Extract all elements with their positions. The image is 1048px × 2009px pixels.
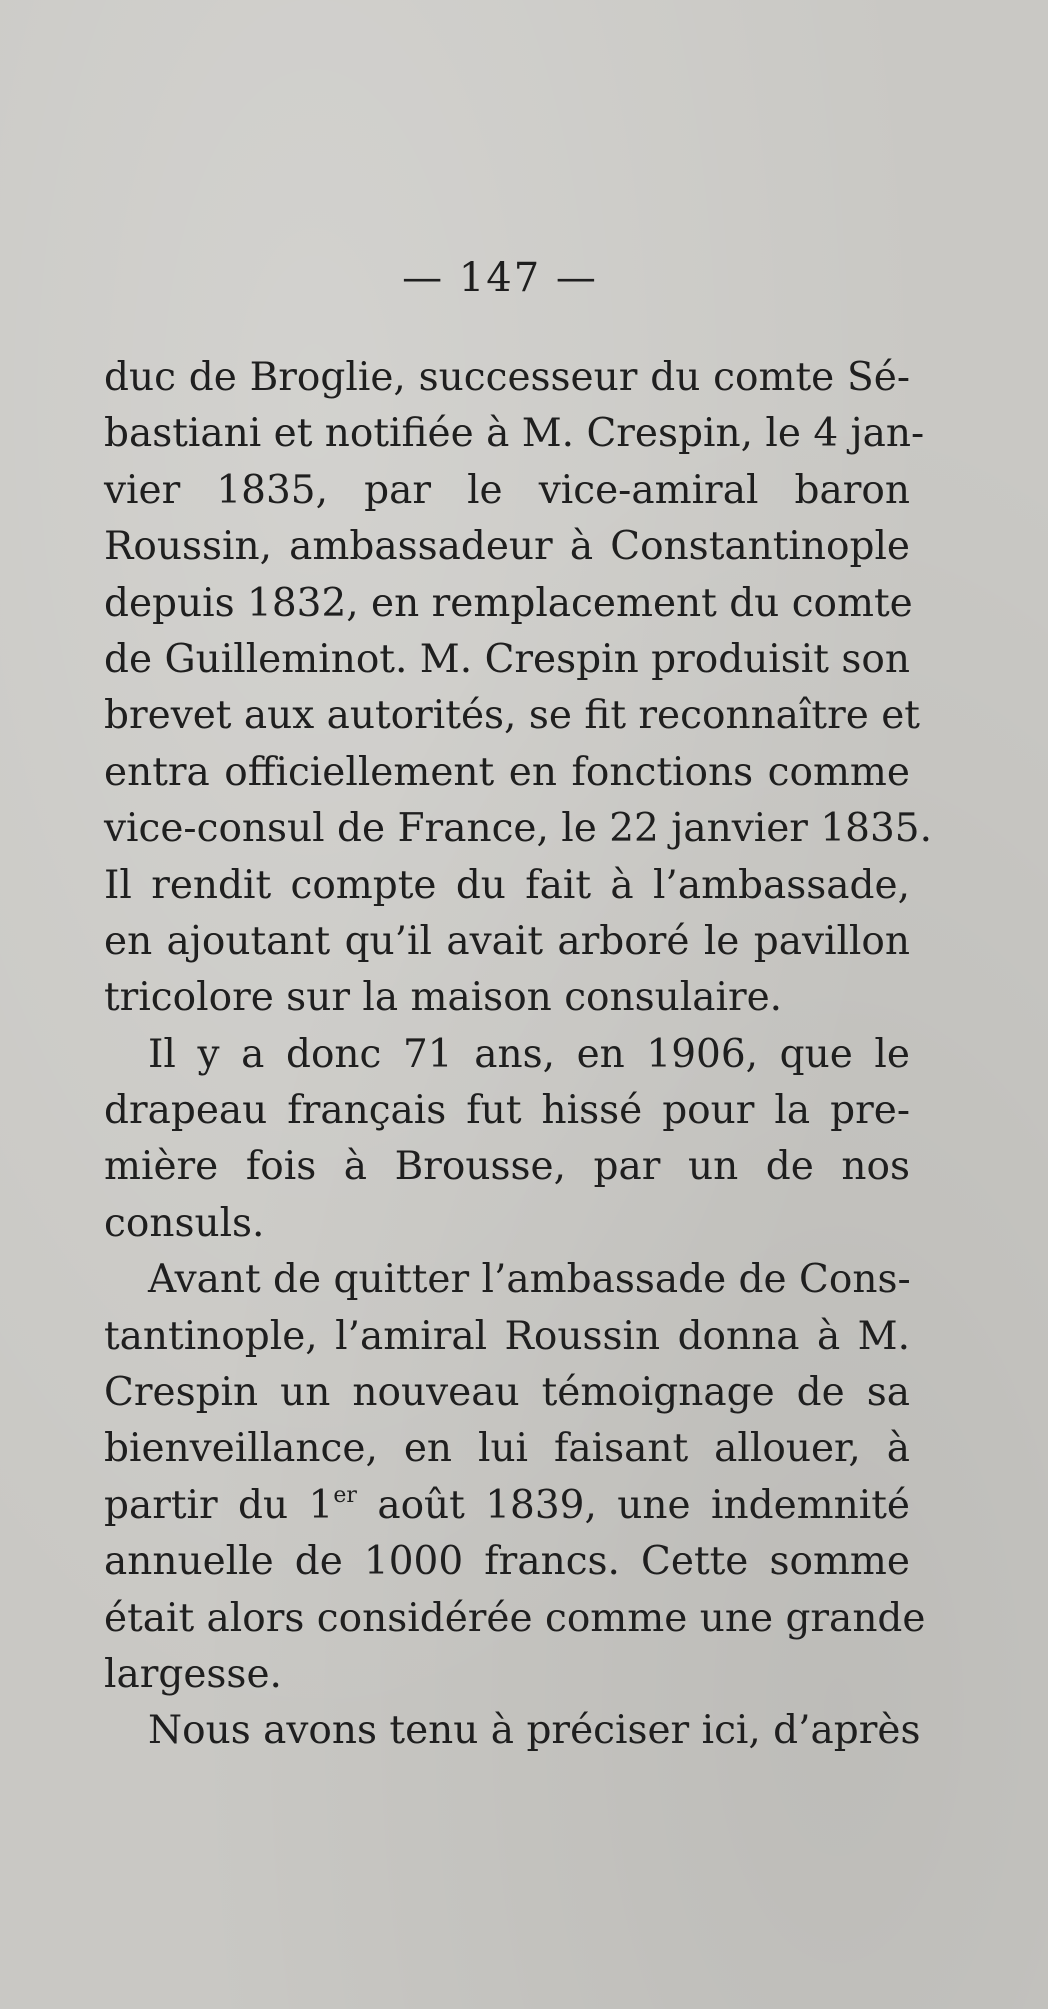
text-line: bienveillance, en lui faisant allouer, à bbox=[104, 1426, 910, 1472]
text-line: tantinople, l’amiral Roussin donna à M. bbox=[104, 1313, 910, 1359]
text-line: en ajoutant qu’il avait arboré le pavillon bbox=[104, 918, 910, 964]
text-line: Nous avons tenu à préciser ici, d’après bbox=[148, 1708, 921, 1754]
text-line: drapeau français fut hissé pour la pre- bbox=[104, 1088, 910, 1134]
text-line: brevet aux autorités, se fit reconnaître et bbox=[104, 693, 920, 739]
text-line: entra officiellement en fonctions comme bbox=[104, 749, 910, 795]
text-line: mière fois à Brousse, par un de nos bbox=[104, 1144, 910, 1190]
text-line: largesse. bbox=[104, 1651, 282, 1697]
text-line: bastiani et notifiée à M. Crespin, le 4 jan- bbox=[104, 411, 925, 457]
text-line: consuls. bbox=[104, 1200, 265, 1246]
text-line: Il rendit compte du fait à l’ambassade, bbox=[104, 862, 910, 908]
text-line: Il y a donc 71 ans, en 1906, que le bbox=[148, 1031, 910, 1077]
text-line: duc de Broglie, successeur du comte Sé- bbox=[104, 355, 910, 400]
page-number: — 147 — bbox=[402, 255, 598, 301]
text-line: Crespin un nouveau témoignage de sa bbox=[104, 1370, 910, 1416]
text-line: vier 1835, par le vice-amiral baron bbox=[104, 467, 910, 513]
text-line: était alors considérée comme une grande bbox=[104, 1595, 926, 1641]
text-line: depuis 1832, en remplacement du comte bbox=[104, 580, 913, 626]
superscript: er bbox=[333, 1482, 357, 1508]
text-line: vice-consul de France, le 22 janvier 1835. bbox=[104, 806, 932, 852]
body-text bbox=[104, 350, 932, 1760]
text-line: Roussin, ambassadeur à Constantinople bbox=[104, 524, 910, 570]
text-fragment: partir du 1 bbox=[104, 1482, 334, 1528]
text-line: tricolore sur la maison consulaire. bbox=[104, 975, 783, 1021]
text-line: annuelle de 1000 francs. Cette somme bbox=[104, 1539, 910, 1585]
text-line-with-superscript bbox=[104, 1478, 910, 1534]
text-line: Avant de quitter l’ambassade de Cons- bbox=[148, 1257, 911, 1303]
text-fragment: août 1839, une indemnité bbox=[356, 1482, 910, 1528]
text-line: de Guilleminot. M. Crespin produisit son bbox=[104, 636, 910, 682]
